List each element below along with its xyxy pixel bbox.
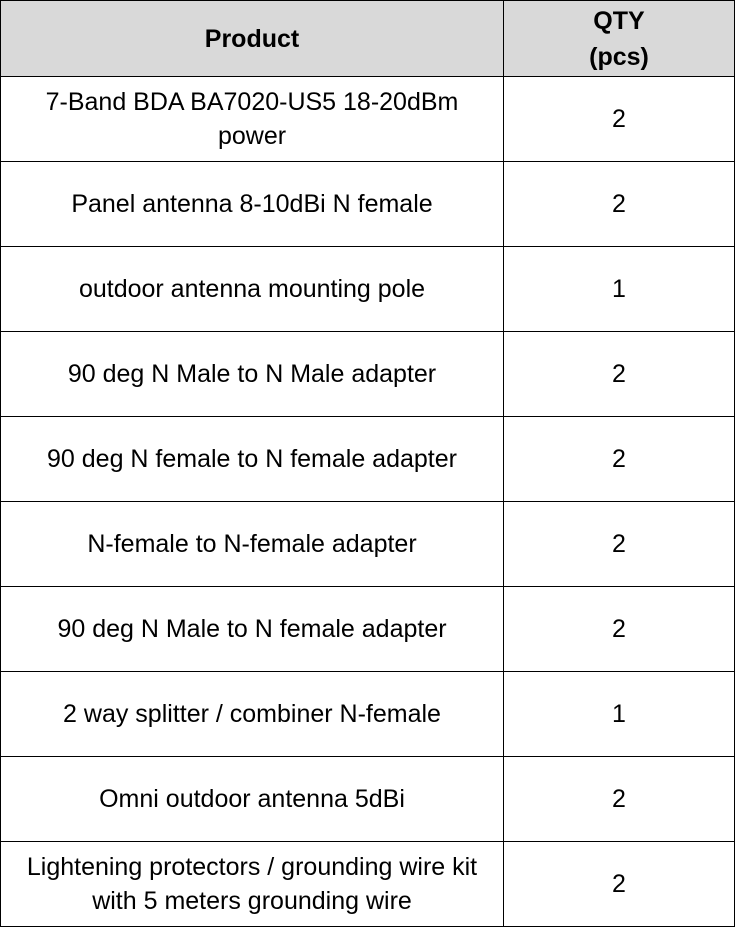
product-cell: Omni outdoor antenna 5dBi [1,757,504,842]
table-row [1,162,735,247]
product-column-header: Product [1,1,504,77]
qty-cell: 2 [504,502,735,587]
table-row [1,332,735,417]
qty-header-label: QTY [593,6,645,35]
product-cell: outdoor antenna mounting pole [1,247,504,332]
product-cell: Lightening protectors / grounding wire kit with 5 meters grounding wire [1,842,504,927]
product-cell: 7-Band BDA BA7020-US5 18-20dBm power [1,77,504,162]
table-row [1,77,735,162]
product-cell: N-female to N-female adapter [1,502,504,587]
qty-cell: 1 [504,247,735,332]
table-row [1,502,735,587]
qty-cell: 2 [504,417,735,502]
table-row [1,842,735,927]
table-row [1,587,735,672]
product-cell: 90 deg N female to N female adapter [1,417,504,502]
qty-cell: 2 [504,757,735,842]
qty-cell: 2 [504,162,735,247]
qty-column-header [504,1,735,77]
product-cell: 90 deg N Male to N female adapter [1,587,504,672]
product-cell: 2 way splitter / combiner N-female [1,672,504,757]
table-row [1,757,735,842]
product-cell: Panel antenna 8-10dBi N female [1,162,504,247]
qty-header-unit: (pcs) [589,42,649,71]
table-header-row [1,1,735,77]
qty-cell: 2 [504,332,735,417]
qty-cell: 2 [504,77,735,162]
table-row [1,417,735,502]
qty-cell: 2 [504,587,735,672]
product-cell: 90 deg N Male to N Male adapter [1,332,504,417]
qty-cell: 1 [504,672,735,757]
table-row [1,247,735,332]
table-row [1,672,735,757]
qty-cell: 2 [504,842,735,927]
